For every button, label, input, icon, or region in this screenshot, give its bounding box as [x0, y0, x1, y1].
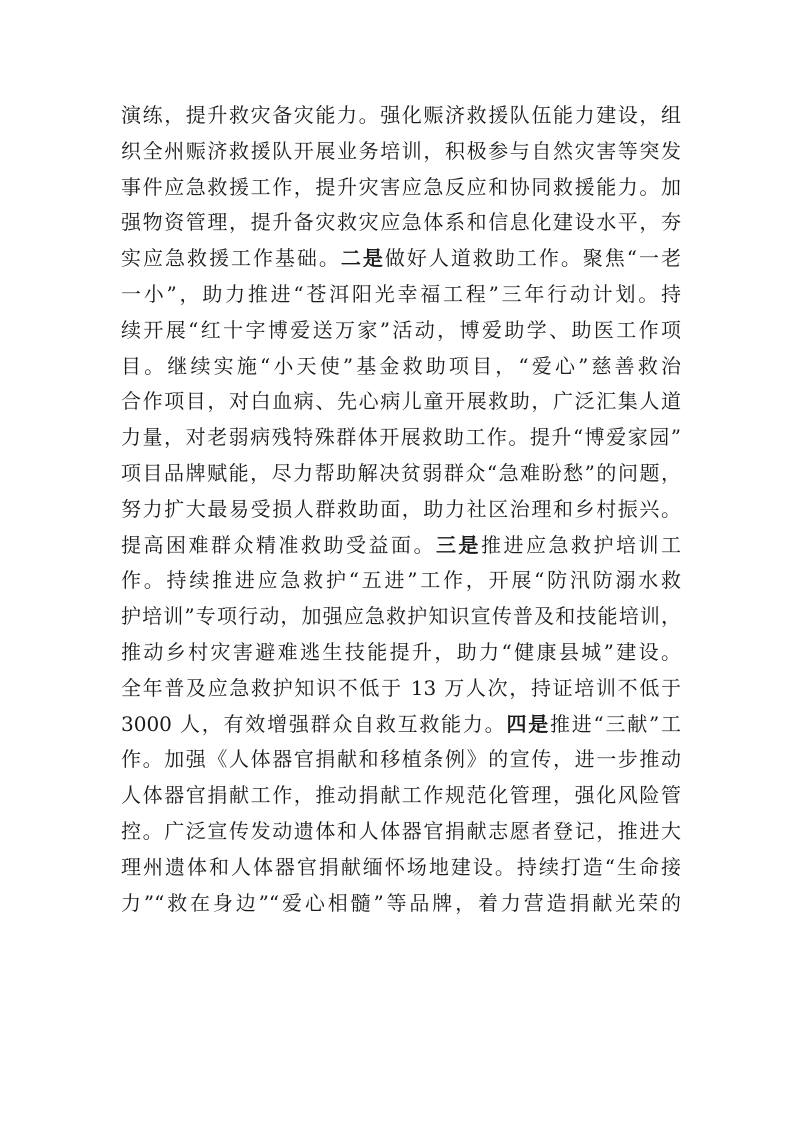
- text-line: [121, 241, 681, 277]
- text-line: 全年普及应急救护知识不低于 13 万人次，持证培训不低于: [121, 675, 681, 700]
- text-line: 努力扩大最易受损人群救助面，助力社区治理和乡村振兴。: [121, 496, 681, 521]
- text-segment: 提高困难群众精准救助受益面。: [121, 532, 436, 557]
- text-line: 理州遗体和人体器官捐献缅怀场地建设。持续打造“生命接: [121, 854, 681, 879]
- text-line: 作。持续推进应急救护“五进”工作，开展“防汛防溺水救: [121, 568, 681, 593]
- text-line: 续开展“红十字博爱送万家”活动，博爱助学、助医工作项: [121, 317, 681, 342]
- text-line: [121, 528, 681, 564]
- text-line: 护培训”专项行动，加强应急救护知识宣传普及和技能培训，: [121, 604, 681, 629]
- text-line: 推动乡村灾害避难逃生技能提升，助力“健康县城”建设。: [121, 639, 681, 664]
- emphasis-label: 三是: [436, 532, 481, 557]
- text-line: [121, 707, 681, 743]
- text-segment: 3000 人，有效增强群众自救互救能力。: [121, 711, 507, 736]
- document-body-text: [121, 98, 681, 921]
- text-segment: 实应急救援工作基础。: [121, 246, 341, 271]
- text-line: 一小”，助力推进“苍洱阳光幸福工程”三年行动计划。持: [121, 281, 681, 306]
- text-line: 控。广泛宣传发动遗体和人体器官捐献志愿者登记，推进大: [121, 818, 681, 843]
- text-line: 力”“救在身边”“爱心相髓”等品牌，着力营造捐献光荣的: [121, 890, 681, 915]
- emphasis-label: 四是: [506, 711, 550, 736]
- text-segment: 做好人道救助工作。聚焦“一老: [384, 246, 681, 271]
- text-line: 人体器官捐献工作，推动捐献工作规范化管理，强化风险管: [121, 783, 681, 808]
- text-segment: 推进应急救护培训工: [481, 532, 681, 557]
- text-line: 作。加强《人体器官捐献和移植条例》的宣传，进一步推动: [121, 747, 681, 772]
- text-line: 目。继续实施“小天使”基金救助项目，“爱心”慈善救治: [121, 353, 681, 378]
- text-line: 合作项目，对白血病、先心病儿童开展救助，广泛汇集人道: [121, 389, 681, 414]
- text-line: 强物资管理，提升备灾救灾应急体系和信息化建设水平，夯: [121, 210, 681, 235]
- text-line: 项目品牌赋能，尽力帮助解决贫弱群众“急难盼愁”的问题，: [121, 460, 681, 485]
- text-line: 演练，提升救灾备灾能力。强化赈济救援队伍能力建设，组: [121, 103, 681, 127]
- text-line: 力量，对老弱病残特殊群体开展救助工作。提升“博爱家园”: [121, 425, 681, 450]
- text-line: 事件应急救援工作，提升灾害应急反应和协同救援能力。加: [121, 174, 681, 199]
- text-segment: 推进“三献”工: [549, 711, 682, 736]
- text-line: 织全州赈济救援队开展业务培训，积极参与自然灾害等突发: [121, 138, 681, 163]
- emphasis-label: 二是: [340, 246, 385, 271]
